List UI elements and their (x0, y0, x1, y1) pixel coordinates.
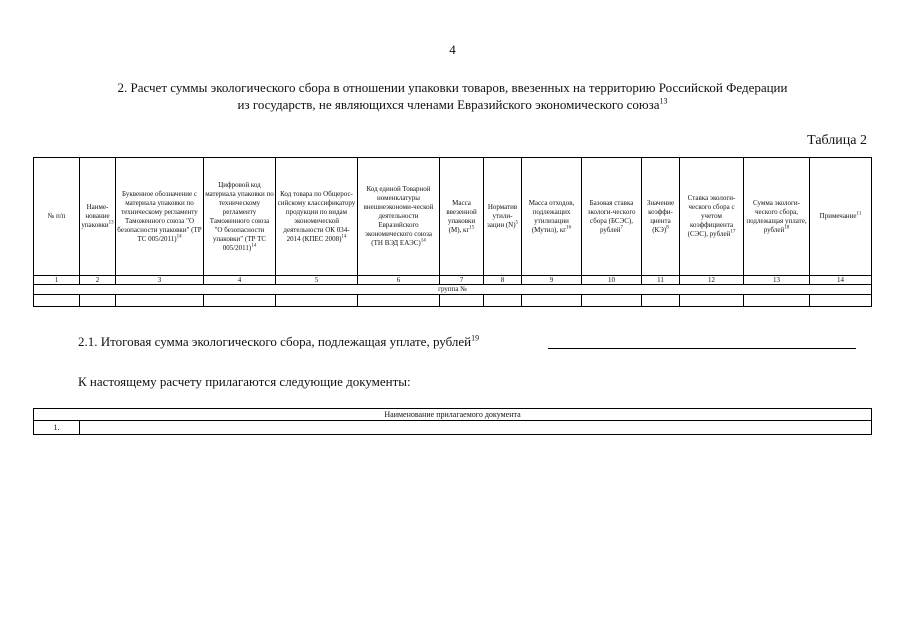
data-cell[interactable] (440, 295, 484, 307)
column-header-text: Базовая ставка экологи-ческого сбора (БСЭС), рублей (587, 198, 636, 234)
column-header-text: Цифровой код материала упаковки по техническому регламенту Таможенного союза "О безопасности упаковки" (ТР ТС 005/2011) (205, 180, 274, 252)
header-row (34, 158, 872, 276)
data-cell[interactable] (204, 295, 276, 307)
table-label: Таблица 2 (807, 133, 867, 148)
ecological-fee-table (33, 157, 872, 307)
column-header (358, 158, 440, 276)
data-cell[interactable] (276, 295, 358, 307)
column-header-text: Сумма экологи-ческого сбора, подлежащая уплате, рублей (746, 198, 807, 234)
docs-row-name[interactable] (80, 421, 872, 435)
footnote-ref: 14 (176, 234, 182, 240)
section-title-line2: из государств, не являющихся членами Евразийского экономического союза (237, 97, 660, 112)
group-row (34, 285, 872, 295)
data-cell[interactable] (484, 295, 522, 307)
column-header-text: Наиме-нование упаковки (81, 203, 110, 229)
docs-row (34, 421, 872, 435)
attached-docs-text: К настоящему расчету прилагаются следующие документы: (78, 374, 411, 389)
data-cell[interactable] (80, 295, 116, 307)
section-title (40, 79, 865, 113)
column-number: 6 (358, 276, 440, 285)
docs-header: Наименование прилагаемого документа (34, 409, 872, 421)
column-header (744, 158, 810, 276)
data-cell[interactable] (642, 295, 680, 307)
attached-docs-table (33, 408, 872, 435)
total-label: 2.1. Итоговая сумма экологического сбора, подлежащая уплате, рублей (78, 334, 472, 349)
column-header-text: Код товара по Общерос-сийскому классификатору продукции по видам экономической деятельности ОК 034-2014 (КПЕС 2008) (277, 189, 356, 243)
column-header (582, 158, 642, 276)
footnote-ref: 8 (666, 225, 669, 231)
column-number: 4 (204, 276, 276, 285)
column-header (34, 158, 80, 276)
column-number: 11 (642, 276, 680, 285)
column-header-text: Масса отходов, подлежащих утилизации (Мутил), кг (528, 198, 575, 234)
footnote-ref: 17 (730, 229, 736, 235)
footnote-ref: 5 (515, 220, 519, 226)
group-label: группа № (34, 285, 872, 295)
footnote-ref: 11 (856, 211, 862, 217)
column-header (80, 158, 116, 276)
data-cell[interactable] (582, 295, 642, 307)
column-number: 14 (810, 276, 872, 285)
total-amount-field[interactable] (548, 348, 856, 349)
data-cell[interactable] (744, 295, 810, 307)
footnote-ref: 18 (784, 225, 790, 231)
column-header-text: № п/п (47, 212, 66, 220)
column-number: 3 (116, 276, 204, 285)
footnote-ref: 14 (420, 238, 426, 244)
column-header (484, 158, 522, 276)
docs-row-number: 1. (34, 421, 80, 435)
column-header (440, 158, 484, 276)
column-number: 10 (582, 276, 642, 285)
footnote-ref: 7 (620, 225, 624, 231)
column-header-text: Код единой Товарной номенклатуры внешнеэкономи-ческой деятельности Евразийского экономического союза (ТН ВЭД ЕАЭС) (363, 185, 434, 247)
column-number: 9 (522, 276, 582, 285)
total-line (78, 334, 479, 350)
column-header-text: Ставка экологи-ческого сбора с учетом коэффициента (СЭС), рублей (687, 194, 736, 238)
column-header (116, 158, 204, 276)
data-row (34, 295, 872, 307)
column-number: 12 (680, 276, 744, 285)
data-cell[interactable] (116, 295, 204, 307)
footnote-ref: 13 (108, 220, 114, 226)
data-cell[interactable] (810, 295, 872, 307)
total-footnote: 19 (471, 333, 480, 343)
column-number: 13 (744, 276, 810, 285)
section-title-line1: 2. Расчет суммы экологического сбора в отношении упаковки товаров, ввезенных на территорию Российской Федерации (117, 80, 788, 95)
column-number: 7 (440, 276, 484, 285)
column-header (276, 158, 358, 276)
column-header (204, 158, 276, 276)
footnote-ref: 14 (251, 243, 257, 249)
data-cell[interactable] (680, 295, 744, 307)
column-header-text: Масса ввезенной упаковки (М), кг (446, 198, 477, 234)
data-cell[interactable] (522, 295, 582, 307)
footnote-ref: 16 (566, 225, 572, 231)
column-numbers-row (34, 276, 872, 285)
footnote-ref: 15 (469, 225, 475, 231)
data-cell[interactable] (34, 295, 80, 307)
column-header-text: Примечание (819, 212, 857, 220)
column-header-text: Значение коэффи-циента (КЭ) (646, 198, 675, 234)
column-number: 2 (80, 276, 116, 285)
column-header-text: Буквенное обозначение с материала упаковки по техническому регламенту Таможенного союза "О безопасности упаковки" (ТР ТС 005/2011) (117, 189, 202, 243)
page-number: 4 (449, 42, 456, 57)
column-number: 1 (34, 276, 80, 285)
column-header (680, 158, 744, 276)
data-cell[interactable] (358, 295, 440, 307)
footnote-ref: 13 (659, 96, 668, 106)
column-number: 8 (484, 276, 522, 285)
column-header (642, 158, 680, 276)
section-title-line2-wrap (40, 96, 865, 113)
docs-header-row (34, 409, 872, 421)
column-number: 5 (276, 276, 358, 285)
column-header-text: Норматив утили-зации (N) (486, 203, 518, 229)
column-header (522, 158, 582, 276)
column-header (810, 158, 872, 276)
footnote-ref: 14 (341, 234, 347, 240)
